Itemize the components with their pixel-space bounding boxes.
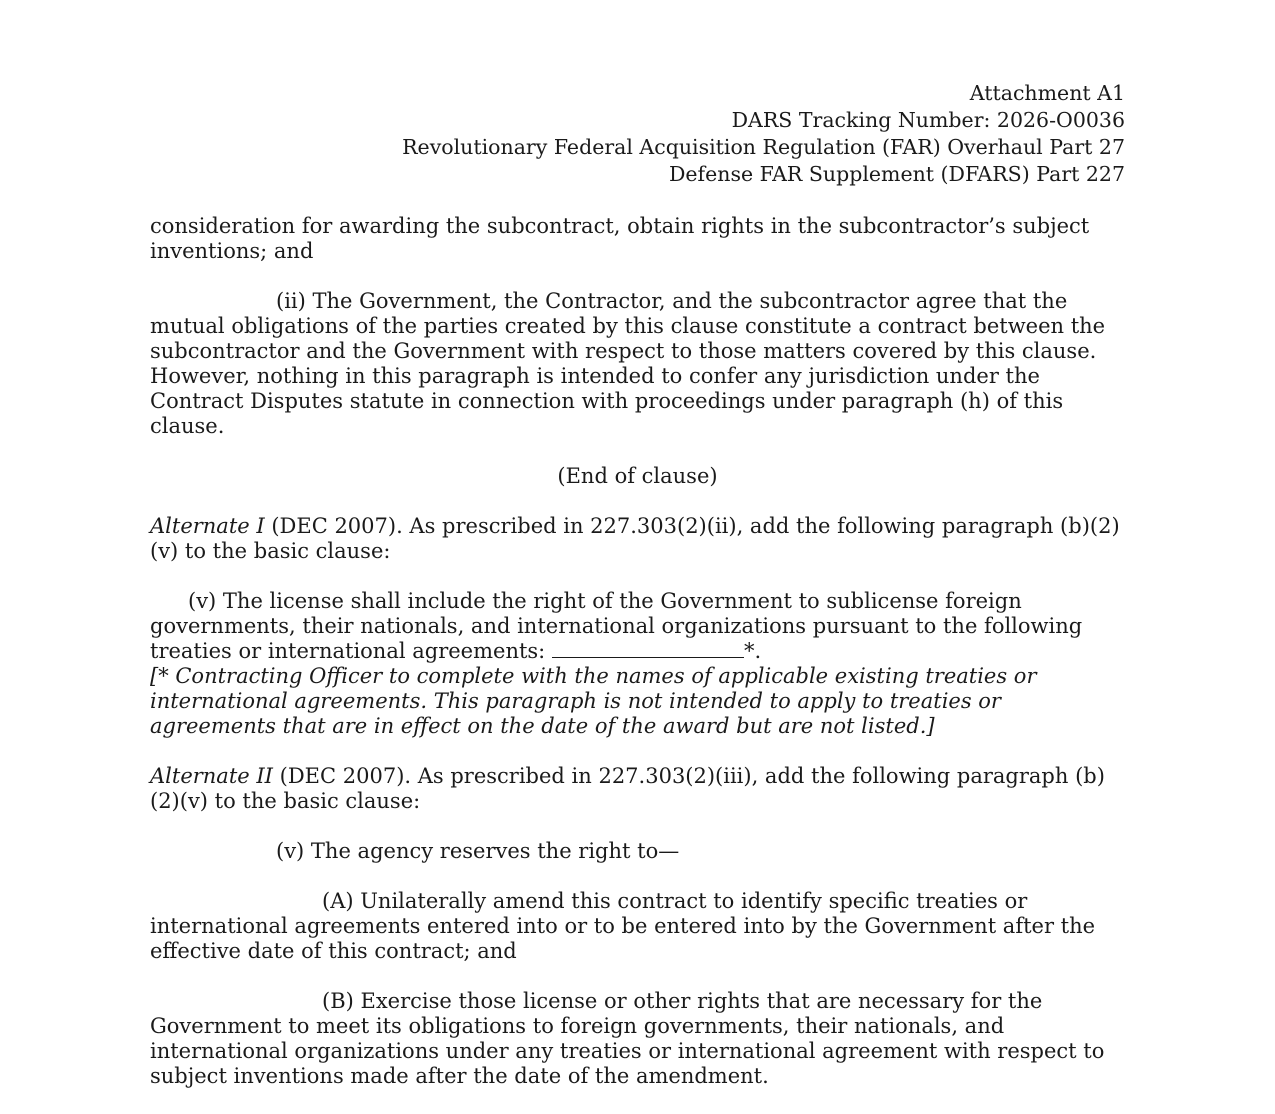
alternate-ii-title: Alternate II	[150, 764, 273, 788]
tracking-number: DARS Tracking Number: 2026-O0036	[731, 108, 1125, 132]
alternate-i-v-paragraph	[150, 589, 1125, 664]
attachment-label: Attachment A1	[969, 81, 1125, 105]
far-part-title: Revolutionary Federal Acquisition Regulation (FAR) Overhaul Part 27	[402, 135, 1125, 159]
alternate-i-text: (DEC 2007). As prescribed in 227.303(2)(ii), add the following paragraph (b)(2)(v) to the basic clause:	[150, 514, 1120, 563]
alternate-i-title: Alternate I	[150, 514, 265, 538]
paragraph-ii: (ii) The Government, the Contractor, and the subcontractor agree that the mutual obligations of the parties created by this clause constitute a contract between the subcontractor and the Government with respect to those matters covered by this clause. However, nothing in this paragraph is intended to confer any jurisdiction under the Contract Disputes statute in connection with proceedings under paragraph (h) of this clause.	[150, 289, 1106, 438]
alternate-ii-text: (DEC 2007). As prescribed in 227.303(2)(iii), add the following paragraph (b)(2)(v) to the basic clause:	[150, 764, 1105, 813]
alternate-ii-v-paragraph: (v) The agency reserves the right to—	[276, 839, 680, 863]
alternate-i-paragraph	[150, 514, 1125, 564]
alternate-ii-b-paragraph: (B) Exercise those license or other rights that are necessary for the Government to meet its obligations to foreign governments, their nationals, and international organizations under any treaties or international agreement with respect to subject inventions made after the date of the amendment.	[150, 989, 1105, 1088]
dfars-part-title: Defense FAR Supplement (DFARS) Part 227	[668, 162, 1125, 186]
end-of-clause: (End of clause)	[557, 464, 718, 488]
alternate-i-v-text: (v) The license shall include the right of the Government to sublicense foreign governments, their nationals, and international organizations pursuant to the following treaties or international agreements:	[150, 589, 1083, 663]
paragraph-continuation: consideration for awarding the subcontract, obtain rights in the subcontractor’s subject inventions; and	[150, 214, 1090, 263]
alternate-ii-a-paragraph: (A) Unilaterally amend this contract to identify specific treaties or international agreements entered into or to be entered into by the Government after the effective date of this contract; and	[150, 889, 1096, 963]
document-page	[150, 80, 1125, 1114]
alternate-i-v-end: *.	[743, 639, 762, 663]
alternate-ii-paragraph	[150, 764, 1125, 814]
document-header	[150, 80, 1125, 188]
contracting-officer-note: [* Contracting Officer to complete with the names of applicable existing treaties or international agreements. This paragraph is not intended to apply to treaties or agreements that are in effect on the date of the award but are not listed.]	[150, 664, 1037, 738]
treaties-blank-line	[552, 639, 744, 658]
